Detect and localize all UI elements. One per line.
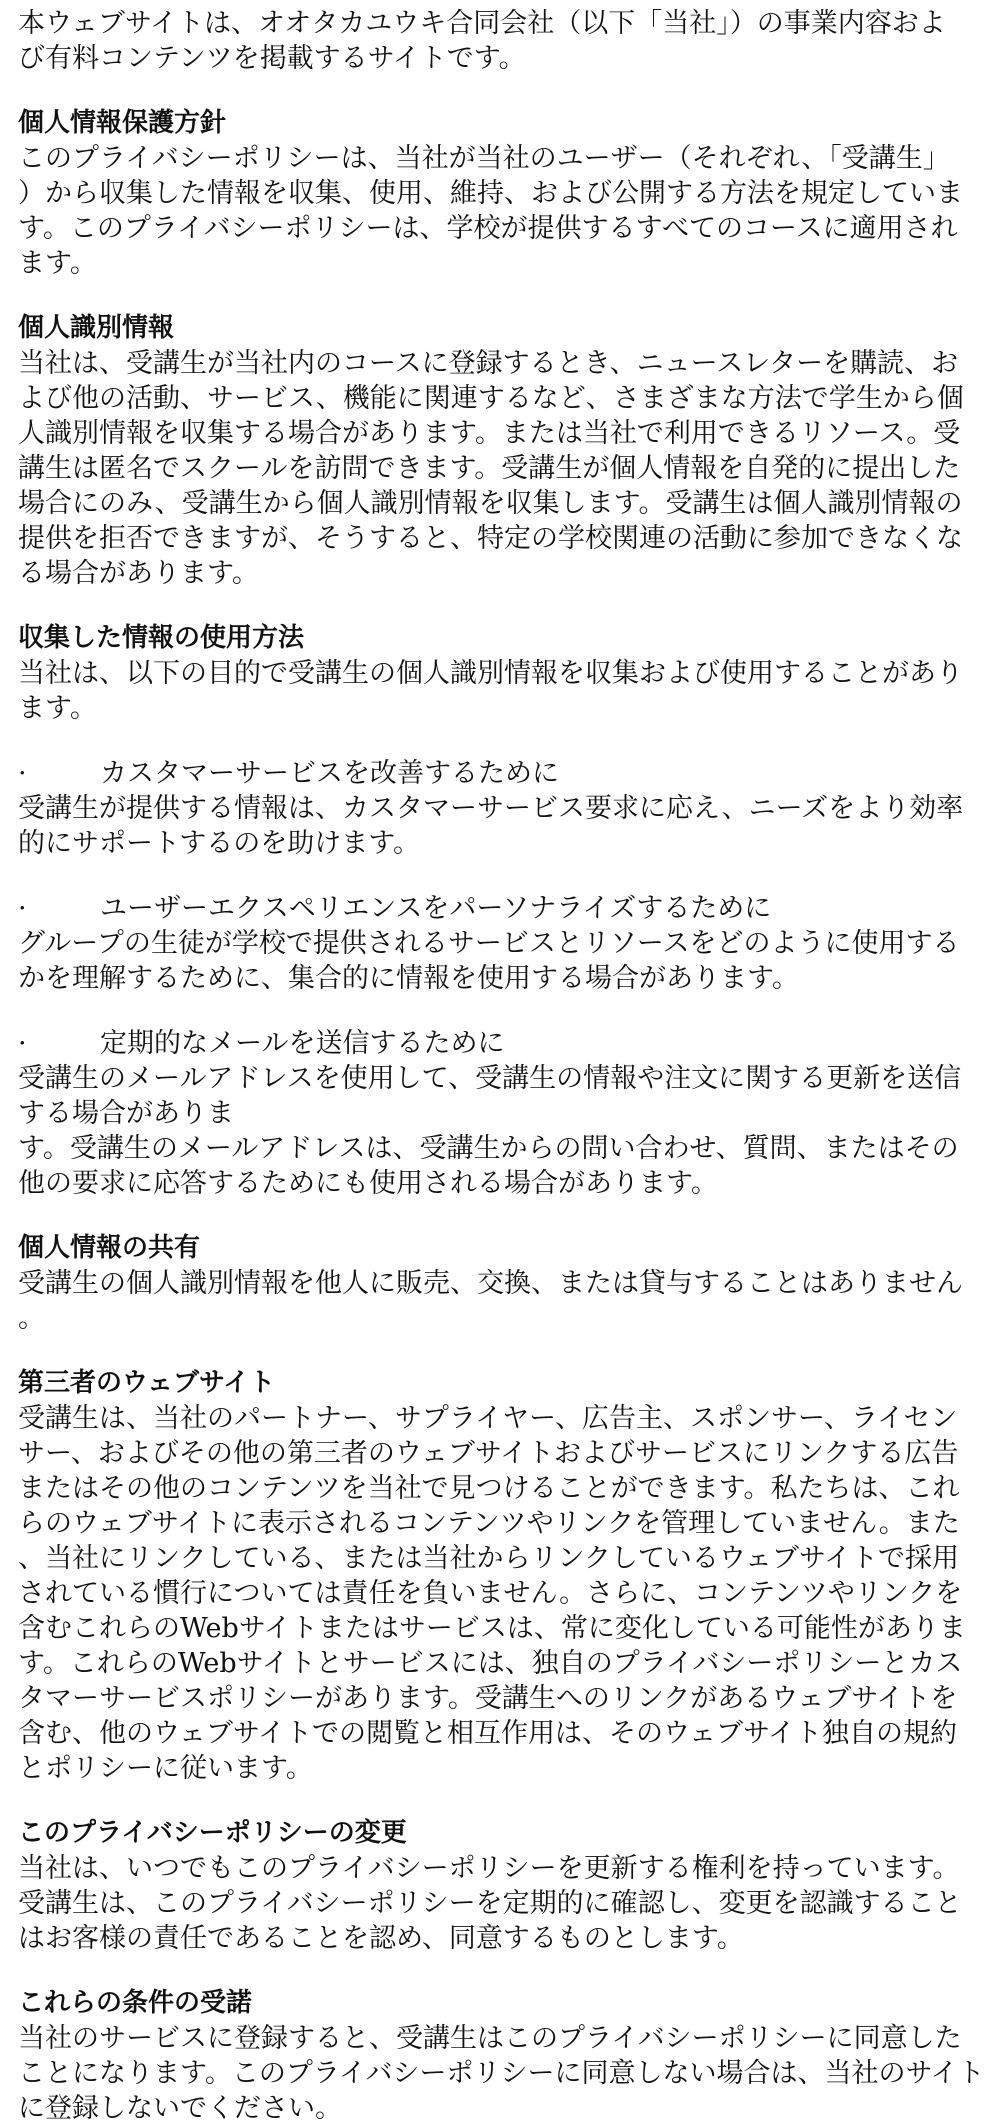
section-line: タマーサービスポリシーがあります。受講生へのリンクがあるウェブサイトを [18,1683,958,1714]
section-line: に登録しないでください。 [18,2093,342,2124]
section-line: 当社は、受講生が当社内のコースに登録するとき、ニュースレターを購読、お [18,348,959,379]
section-line: す。これらのWebサイトとサービスには、独自のプライバシーポリシーとカス [18,1648,963,1679]
section-line: またはその他のコンテンツを当社で見つけることができます。私たちは、これ [18,1473,960,1504]
section-sharing-personal-info [18,1231,988,1336]
section-line: ます。 [18,248,97,279]
section-line: されている慣行については責任を負いません。さらに、コンテンツやリンクを [18,1578,963,1609]
section-privacy-policy [18,106,988,281]
bullet-dot-icon: · [18,893,27,924]
usage-bullet-personalize-experience [18,891,988,996]
section-line: 当社のサービスに登録すると、受講生はこのプライバシーポリシーに同意した [18,2023,962,2054]
section-line: 提供を拒否できますが、そうすると、特定の学校関連の活動に参加できなくな [18,523,963,554]
section-heading: 個人情報の共有 [18,1233,201,1263]
section-line: 含む、他のウェブサイトでの閲覧と相互作用は、そのウェブサイト独自の規約 [18,1718,958,1749]
section-how-info-is-used [18,621,988,726]
section-line: サー、およびその他の第三者のウェブサイトおよびサービスにリンクする広告 [18,1438,959,1469]
section-acceptance-of-terms [18,1986,988,2126]
section-line: 講生は匿名でスクールを訪問できます。受講生が個人情報を自発的に提出した [18,453,961,484]
section-heading: 個人情報保護方針 [18,108,227,138]
section-line: とポリシーに従います。 [18,1753,313,1784]
section-line: このプライバシーポリシーは、当社が当社のユーザー（それぞれ、「受講生」 [18,143,950,174]
bullet-title-line [18,756,988,791]
bullet-line: 他の要求に応答するためにも使用される場合があります。 [18,1168,718,1199]
section-line: らのウェブサイトに表示されるコンテンツやリンクを管理していません。また [18,1508,960,1539]
bullet-line: する場合がありま [18,1098,234,1129]
section-line: 人識別情報を収集する場合があります。または当社で利用できるリソース。受 [18,418,961,449]
section-heading: 個人識別情報 [18,313,175,343]
bullet-dot-icon: · [18,1028,27,1059]
bullet-title: カスタマーサービスを改善するために [100,758,559,789]
bullet-title-line [18,891,988,926]
section-heading: 収集した情報の使用方法 [18,623,305,653]
bullet-line: グループの生徒が学校で提供されるサービスとリソースをどのように使用する [18,928,960,959]
section-line: 受講生は、当社のパートナー、サプライヤー、広告主、スポンサー、ライセン [18,1403,958,1434]
section-line: 場合にのみ、受講生から個人識別情報を収集します。受講生は個人識別情報の [18,488,963,519]
bullet-title-line [18,1026,988,1061]
section-line: 受講生は、このプライバシーポリシーを定期的に確認し、変更を認識すること [18,1888,962,1919]
section-third-party-websites [18,1366,988,1786]
section-heading: 第三者のウェブサイト [18,1368,276,1398]
section-line: ことになります。このプライバシーポリシーに同意しない場合は、当社のサイト [18,2058,985,2089]
intro-paragraph [18,6,988,76]
section-line: 、当社にリンクしている、または当社からリンクしているウェブサイトで採用 [18,1543,959,1574]
section-line: 。 [18,1303,45,1334]
bullet-title: ユーザーエクスペリエンスをパーソナライズするために [100,893,772,924]
section-heading: これらの条件の受諾 [18,1988,253,2018]
section-line: ます。 [18,693,97,724]
section-line: よび他の活動、サービス、機能に関連するなど、さまざまな方法で学生から個 [18,383,964,414]
section-line: す。このプライバシーポリシーは、学校が提供するすべてのコースに適用され [18,213,958,244]
bullet-line: 受講生が提供する情報は、カスタマーサービス要求に応え、ニーズをより効率 [18,793,964,824]
section-line: る場合があります。 [18,558,259,589]
bullet-line: 的にサポートするのを助けます。 [18,828,421,859]
section-line: 受講生の個人識別情報を他人に販売、交換、または貸与することはありません [18,1268,963,1299]
section-line: 含むこれらのWebサイトまたはサービスは、常に変化している可能性がありま [18,1613,966,1644]
bullet-title: 定期的なメールを送信するために [100,1028,505,1059]
section-line: 当社は、いつでもこのプライバシーポリシーを更新する権利を持っています。 [18,1853,960,1884]
bullet-line: かを理解するために、集合的に情報を使用する場合があります。 [18,963,799,994]
intro-line: び有料コンテンツを掲載するサイトです。 [18,43,526,74]
section-line: 当社は、以下の目的で受講生の個人識別情報を収集および使用することがあり [18,658,963,689]
section-heading: このプライバシーポリシーの変更 [18,1818,407,1848]
section-line: はお客様の責任であることを認め、同意するものとします。 [18,1923,744,1954]
section-line: ）から収集した情報を収集、使用、維持、および公開する方法を規定していま [18,178,963,209]
section-personal-identification-info [18,311,988,591]
section-policy-changes [18,1816,988,1956]
usage-bullet-customer-service [18,756,988,861]
bullet-line: す。受講生のメールアドレスは、受講生からの問い合わせ、質問、またはその [18,1133,959,1164]
bullet-dot-icon: · [18,758,27,789]
usage-bullet-periodic-email [18,1026,988,1201]
intro-line: 本ウェブサイトは、オオタカユウキ合同会社（以下「当社」）の事業内容およ [18,8,946,39]
bullet-line: 受講生のメールアドレスを使用して、受講生の情報や注文に関する更新を送信 [18,1063,962,1094]
